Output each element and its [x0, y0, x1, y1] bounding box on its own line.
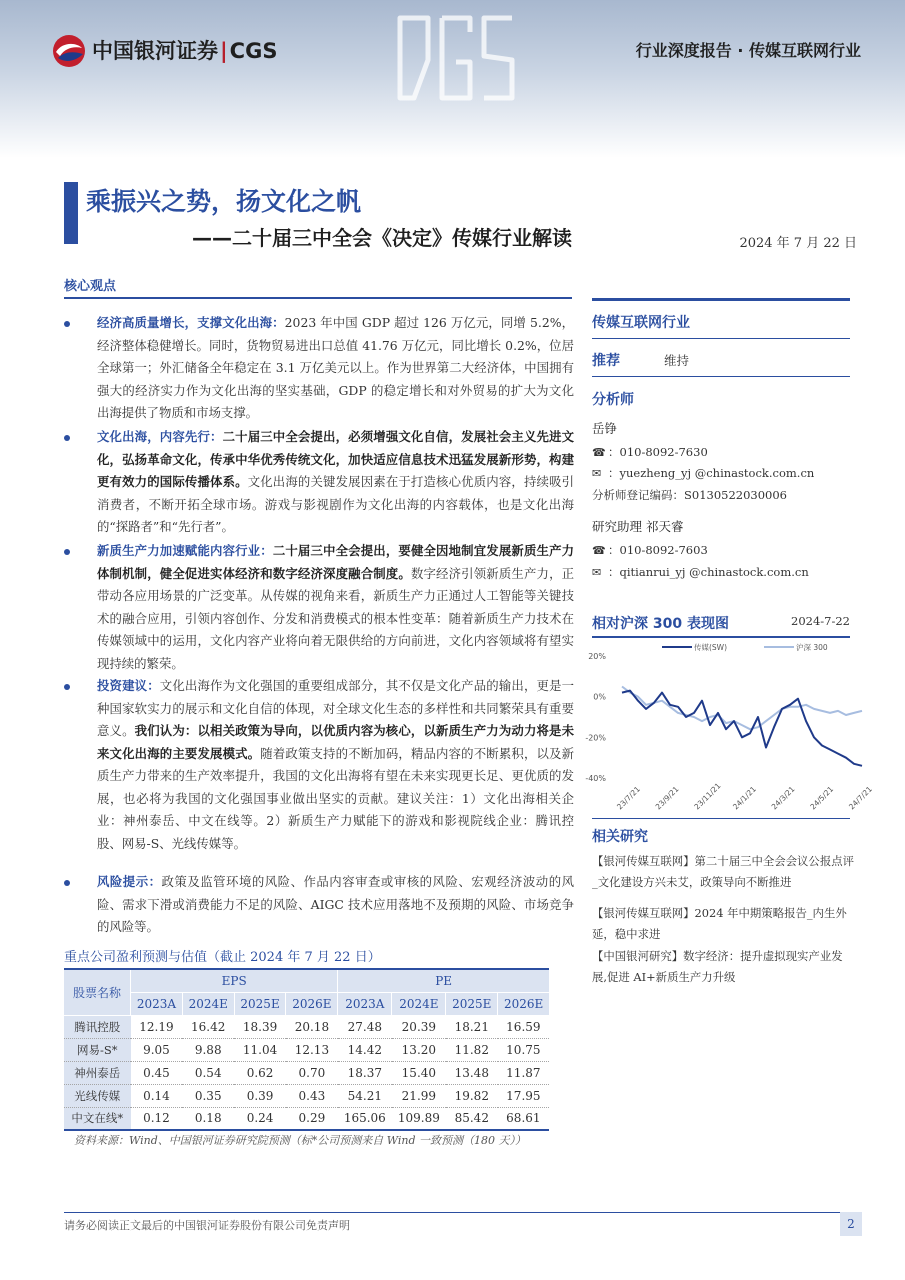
- stock-name: 神州泰岳: [64, 1061, 131, 1084]
- table-cell: 15.40: [392, 1061, 446, 1084]
- title-accent-bar: [64, 182, 78, 244]
- report-date: 2024 年 7 月 22 日: [739, 236, 857, 251]
- analyst-email[interactable]: ✉ ：yuezheng_yj @chinastock.com.cn: [592, 466, 815, 480]
- core-views-rule: [64, 297, 572, 299]
- table-cell: 0.54: [182, 1061, 234, 1084]
- analyst-phone: ☎ ：010-8092-7630: [592, 445, 708, 459]
- bullet-risk: [64, 871, 574, 939]
- bullet-body: 文化出海的关键发展因素在于打造核心优质内容，持续吸引消费者，不断开拓全球市场。游戏与影视剧作为文化出海的内容载体，也是文化出海的“探路者”和“先行者”。: [97, 474, 575, 534]
- legend-label-hs300: 沪深 300: [796, 643, 828, 652]
- report-type: 行业深度报告 · 传媒互联网行业: [635, 41, 861, 60]
- x-tick-label: 24/5/21: [808, 784, 836, 812]
- rating-label: 推荐: [592, 353, 620, 369]
- chart-title: 相对沪深 300 表现图: [592, 616, 729, 632]
- table-cell: 9.88: [182, 1038, 234, 1061]
- table-cell: 11.87: [498, 1061, 549, 1084]
- table-cell: 19.82: [446, 1084, 498, 1107]
- stock-name: 中文在线*: [64, 1107, 131, 1130]
- y-tick-label: 20%: [588, 652, 606, 661]
- table-cell: 0.18: [182, 1107, 234, 1130]
- assistant-phone: ☎ ：010-8092-7603: [592, 543, 708, 557]
- table-cell: 17.95: [498, 1084, 549, 1107]
- table-cell: 12.13: [286, 1038, 338, 1061]
- page-number: 2: [840, 1212, 862, 1236]
- table-cell: 0.45: [131, 1061, 183, 1084]
- y-tick-label: -40%: [585, 774, 606, 783]
- table-cell: 13.20: [392, 1038, 446, 1061]
- table-cell: 12.19: [131, 1015, 183, 1038]
- x-tick-label: 23/7/21: [615, 784, 642, 812]
- stock-name: 网易-S*: [64, 1038, 131, 1061]
- table-header-pe: PE: [338, 969, 549, 992]
- y-tick-label: -20%: [585, 733, 606, 743]
- table-cell: 11.04: [234, 1038, 286, 1061]
- table-row: [64, 1084, 549, 1107]
- table-header-year: 2026E: [498, 992, 549, 1015]
- table-cell: 16.59: [498, 1015, 549, 1038]
- related-item[interactable]: 【中国银河研究】数字经济：提升虚拟现实产业发展,促进 AI+新质生产力升级: [592, 949, 843, 984]
- bullet-new-productivity: [64, 540, 574, 675]
- related-item[interactable]: 【银河传媒互联网】第二十届三中全会会议公报点评_文化建设方兴未艾，政策导向不断推进: [592, 854, 854, 889]
- relative-performance-chart: [585, 640, 874, 820]
- phone-icon: ☎: [592, 544, 606, 557]
- table-cell: 21.99: [392, 1084, 446, 1107]
- stock-name: 腾讯控股: [64, 1015, 131, 1038]
- chart-rule: [592, 636, 850, 638]
- bullet-heading: 文化出海，内容先行：: [97, 429, 223, 444]
- bullet-investment: [64, 675, 574, 855]
- table-cell: 13.48: [446, 1061, 498, 1084]
- cgs-logo-icon: [52, 34, 86, 68]
- bullet-tail: 随着政策支持的不断加码，精品内容的不断累积，以及新质生产力带来的生产效率提升，我国的文化出海将有望在未来实现更长足、更优质的发展，也必将为我国的文化强国事业做出坚实的贡献。建议关注：1）文化出海相关企业：神州泰岳、中文在线等。2）新质生产力赋能下的游戏和影视院线企业：腾讯控股、网易-S、光线传媒等。: [97, 745, 575, 851]
- table-source-note: 资料来源：Wind、中国银河证券研究院预测（标*公司预测来自 Wind 一致预测（180 天））: [74, 1134, 526, 1147]
- earnings-forecast-table: [64, 968, 549, 1131]
- table-cell: 0.43: [286, 1084, 338, 1107]
- table-header-year: 2023A: [338, 992, 392, 1015]
- stock-name: 光线传媒: [64, 1084, 131, 1107]
- chart-date: 2024-7-22: [791, 614, 850, 628]
- x-tick-label: 24/7/21: [847, 784, 874, 812]
- email-icon: ✉: [592, 566, 602, 579]
- table-cell: 0.70: [286, 1061, 338, 1084]
- table-row: [64, 1107, 549, 1130]
- x-tick-label: 24/3/21: [769, 784, 797, 812]
- table-cell: 0.39: [234, 1084, 286, 1107]
- table-cell: 27.48: [338, 1015, 392, 1038]
- table-row: [64, 1061, 549, 1084]
- table-header-year: 2026E: [286, 992, 338, 1015]
- bullet-heading: 投资建议：: [97, 678, 160, 693]
- table-cell: 14.42: [338, 1038, 392, 1061]
- table-cell: 85.42: [446, 1107, 498, 1130]
- table-cell: 20.39: [392, 1015, 446, 1038]
- table-cell: 68.61: [498, 1107, 549, 1130]
- bullet-bold: 我们认为：以相关政策为导向，以优质内容为核心，以新质生产力为动力将是未来文化出海的主要发展模式。: [97, 723, 575, 761]
- bullet-dot-icon: [64, 435, 70, 441]
- y-tick-label: 0%: [593, 692, 606, 702]
- table-cell: 0.12: [131, 1107, 183, 1130]
- table-header-eps: EPS: [131, 969, 338, 992]
- table-cell: 20.18: [286, 1015, 338, 1038]
- bullet-economy: [64, 312, 574, 425]
- bullet-body: 数字经济引领新质生产力，正带动各应用场景的广泛变革。从传媒的视角来看，新质生产力正通过人工智能等关键技术的融合应用，引领内容创作、分发和消费模式的根本性变革：随着新质生产力技术在传媒领域中的运用，文化内容产业将向着无限供给的方向前进，文化内容领域将有望实现持续的繁荣。: [97, 565, 575, 671]
- rating-value: 维持: [664, 353, 690, 368]
- table-cell: 54.21: [338, 1084, 392, 1107]
- table-cell: 18.37: [338, 1061, 392, 1084]
- table-header-year: 2025E: [234, 992, 286, 1015]
- bullet-dot-icon: [64, 549, 70, 555]
- table-row: [64, 1015, 549, 1038]
- table-header-year: 2023A: [131, 992, 183, 1015]
- table-cell: 0.35: [182, 1084, 234, 1107]
- footer-disclaimer: 请务必阅读正文最后的中国银河证券股份有限公司免责声明: [64, 1219, 350, 1232]
- table-header-name: 股票名称: [64, 969, 131, 1015]
- brand-logo-text: 中国银河证券|CGS: [92, 39, 278, 63]
- x-tick-label: 23/9/21: [653, 784, 681, 812]
- table-cell: 0.24: [234, 1107, 286, 1130]
- table-cell: 11.82: [446, 1038, 498, 1061]
- bullet-dot-icon: [64, 684, 70, 690]
- assistant-email[interactable]: ✉ ：qitianrui_yj @chinastock.com.cn: [592, 565, 809, 579]
- cgs-watermark-logo: [390, 10, 520, 106]
- table-header-year: 2025E: [446, 992, 498, 1015]
- bullet-dot-icon: [64, 321, 70, 327]
- page-subtitle: ——二十届三中全会《决定》传媒行业解读: [192, 226, 572, 250]
- bullet-bold: 二十届三中全会提出，要健全因地制宜发展新质生产力体制机制，健全促进实体经济和数字经济深度融合制度。: [97, 543, 575, 581]
- sidebar-industry: 传媒互联网行业: [592, 315, 690, 331]
- bullet-body: 2023 年中国 GDP 超过 126 万亿元，同增 5.2%，经济整体稳健增长。同时，货物贸易进出口总值 41.76 万亿元，同比增长 0.2%，位居全球第一；外汇储备全年稳定在 3.1 万亿美元以上。作为世界第二大经济体，中国拥有强大的经济实力作为文化出海的坚实基础，GDP 的稳定增长和对外贸易的扩大为文化出海提供了物质和市场支撑。: [97, 315, 574, 420]
- core-views-label: 核心观点: [64, 279, 117, 294]
- x-tick-label: 23/11/21: [692, 781, 723, 812]
- related-rule: [592, 818, 850, 819]
- assistant-name: 研究助理 祁天睿: [592, 519, 684, 534]
- table-cell: 10.75: [498, 1038, 549, 1061]
- related-title: 相关研究: [592, 829, 648, 845]
- table-cell: 16.42: [182, 1015, 234, 1038]
- table-cell: 9.05: [131, 1038, 183, 1061]
- series-line-hs300: [622, 687, 862, 730]
- table-cell: 18.21: [446, 1015, 498, 1038]
- bullet-body: 政策及监管环境的风险、作品内容审查或审核的风险、宏观经济波动的风险、需求下滑或消费能力不足的风险、AIGC 技术应用落地不及预期的风险、市场竞争的风险等。: [97, 874, 575, 934]
- table-row: [64, 1038, 549, 1061]
- table-header-year: 2024E: [392, 992, 446, 1015]
- sidebar-rule: [592, 298, 850, 301]
- table-cell: 0.29: [286, 1107, 338, 1130]
- analyst-registration: 分析师登记编码：S0130522030006: [592, 488, 787, 502]
- footer-rule: [64, 1212, 860, 1213]
- table-title: 重点公司盈利预测与估值（截止 2024 年 7 月 22 日）: [64, 950, 381, 965]
- related-item[interactable]: 【银河传媒互联网】2024 年中期策略报告_内生外延，稳中求进: [592, 906, 847, 941]
- bullet-body: 文化出海作为文化强国的重要组成部分，其不仅是文化产品的输出，更是一种国家软实力的展示和文化自信的体现，对全球文化生态的多样性和共同繁荣具有重要意义。: [97, 678, 575, 738]
- table-cell: 165.06: [338, 1107, 392, 1130]
- bullet-dot-icon: [64, 880, 70, 886]
- analyst-label: 分析师: [592, 392, 634, 408]
- sidebar-rule: [592, 376, 850, 377]
- sidebar-rule: [592, 338, 850, 339]
- table-cell: 0.14: [131, 1084, 183, 1107]
- bullet-bold: 二十届三中全会提出，必须增强文化自信，发展社会主义先进文化，弘扬革命文化，传承中华优秀传统文化，加快适应信息技术迅猛发展新形势，构建更有效力的国际传播体系。: [97, 429, 575, 489]
- legend-label-media: 传媒(SW): [694, 643, 728, 652]
- table-cell: 109.89: [392, 1107, 446, 1130]
- email-icon: ✉: [592, 467, 602, 480]
- bullet-heading: 风险提示：: [97, 874, 162, 889]
- table-cell: 0.62: [234, 1061, 286, 1084]
- bullet-heading: 新质生产力加速赋能内容行业：: [97, 543, 273, 558]
- table-header-year: 2024E: [182, 992, 234, 1015]
- bullet-content-first: [64, 426, 574, 539]
- x-tick-label: 24/1/21: [731, 784, 758, 812]
- table-cell: 18.39: [234, 1015, 286, 1038]
- phone-icon: ☎: [592, 446, 606, 459]
- page-title: 乘振兴之势，扬文化之帆: [86, 187, 362, 216]
- analyst-name: 岳铮: [592, 421, 618, 436]
- bullet-heading: 经济高质量增长，支撑文化出海：: [97, 315, 285, 330]
